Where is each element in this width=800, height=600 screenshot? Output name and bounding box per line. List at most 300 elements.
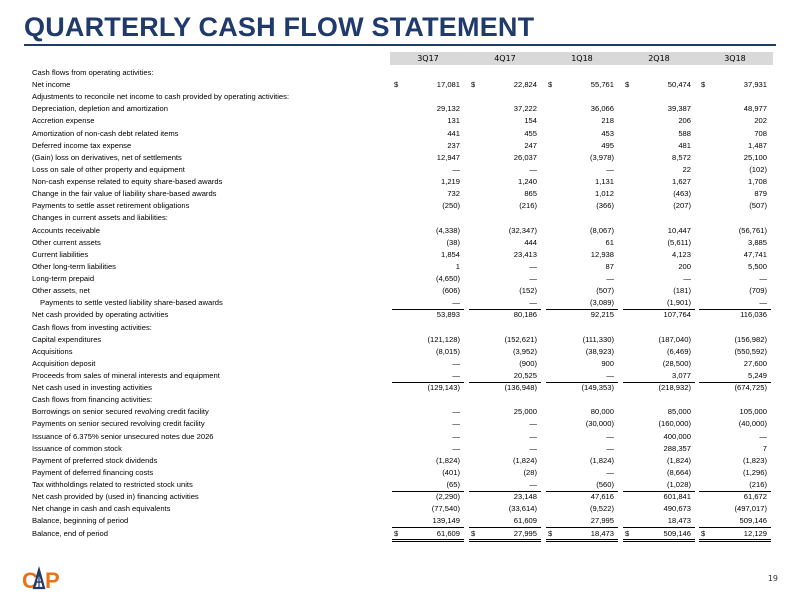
total-double-rule [469, 539, 541, 542]
row-cell [697, 273, 773, 285]
row-cell [697, 188, 773, 200]
row-cell [390, 200, 466, 212]
row-cell [544, 212, 620, 224]
cell-value: 37,222 [513, 104, 537, 114]
company-logo [20, 566, 60, 592]
row-cell [544, 370, 620, 382]
cell-value: — [606, 274, 614, 284]
table-row [32, 370, 774, 382]
row-label: Capital expenditures [32, 334, 102, 344]
table-row [32, 140, 774, 152]
row-label: Accounts receivable [32, 225, 100, 235]
table-row [32, 346, 774, 358]
row-cell [390, 297, 466, 309]
cell-value: 3,885 [747, 237, 767, 247]
row-cell [390, 528, 466, 540]
row-cell [544, 91, 620, 103]
cell-value: (463) [673, 189, 691, 199]
row-cell [467, 515, 543, 527]
column-header: 3Q17 [417, 54, 439, 63]
row-cell [544, 382, 620, 394]
cell-value: (3,952) [512, 346, 537, 356]
row-label: Acquisition deposit [32, 358, 96, 368]
cell-value: (181) [673, 286, 691, 296]
cell-value: (3,978) [589, 152, 614, 162]
table-row [32, 528, 774, 540]
cell-value: (30,000) [585, 419, 614, 429]
row-label: Issuance of common stock [32, 443, 122, 453]
row-cell [621, 491, 697, 503]
row-label: Borrowings on senior secured revolving credit facility [32, 407, 209, 417]
cell-value: 36,066 [590, 104, 614, 114]
table-row [32, 79, 774, 91]
row-label: Balance, beginning of period [32, 516, 129, 526]
cell-value: (32,347) [508, 225, 537, 235]
cell-value: 288,357 [663, 443, 691, 453]
row-cell [544, 128, 620, 140]
cell-value: (216) [519, 201, 537, 211]
cell-value: (111,330) [582, 334, 614, 344]
page-number: 19 [767, 574, 778, 583]
row-cell [467, 322, 543, 334]
row-cell [621, 443, 697, 455]
row-cell [390, 515, 466, 527]
row-cell [467, 67, 543, 79]
row-cell [544, 261, 620, 273]
row-cell [697, 249, 773, 261]
row-cell [544, 309, 620, 321]
row-label: Long-term prepaid [32, 274, 95, 284]
cell-value: 444 [524, 237, 537, 247]
row-cell [621, 79, 697, 91]
row-cell [697, 285, 773, 297]
cell-value: 39,387 [667, 104, 691, 114]
cell-value: 1,854 [440, 249, 460, 259]
row-cell [544, 273, 620, 285]
table-row [32, 212, 774, 224]
row-cell [621, 273, 697, 285]
table-row [32, 273, 774, 285]
row-cell [467, 79, 543, 91]
row-cell [621, 406, 697, 418]
cell-value: (1,901) [666, 298, 691, 308]
table-row [32, 225, 774, 237]
cell-value: 26,037 [513, 152, 537, 162]
table-row [32, 334, 774, 346]
cell-value: (366) [596, 201, 614, 211]
row-cell [467, 418, 543, 430]
cell-value: — [529, 480, 537, 490]
row-cell [467, 431, 543, 443]
row-cell [621, 418, 697, 430]
cell-value: (5,611) [667, 237, 691, 247]
cell-value: 247 [524, 140, 537, 150]
row-cell [467, 285, 543, 297]
svg-text:C: C [22, 568, 38, 592]
row-cell [390, 115, 466, 127]
cell-value: — [606, 443, 614, 453]
row-cell [467, 297, 543, 309]
row-cell [621, 334, 697, 346]
cell-value: (4,338) [435, 225, 460, 235]
cell-value: (1,028) [666, 480, 691, 490]
row-cell [390, 67, 466, 79]
cell-value: 1,708 [747, 177, 767, 187]
row-cell [621, 103, 697, 115]
cell-value: 865 [524, 189, 537, 199]
row-cell [621, 237, 697, 249]
cell-value: 27,995 [590, 516, 614, 526]
cell-value: 61,609 [513, 516, 537, 526]
cell-value: (28,500) [662, 358, 691, 368]
cell-value: 105,000 [739, 407, 767, 417]
cell-value: (56,761) [738, 225, 767, 235]
table-row [32, 237, 774, 249]
row-cell [390, 382, 466, 394]
cell-value: 139,149 [432, 516, 460, 526]
total-double-rule [392, 539, 464, 542]
row-cell [697, 467, 773, 479]
row-cell [390, 443, 466, 455]
row-cell [544, 443, 620, 455]
row-cell [621, 467, 697, 479]
total-double-rule [623, 539, 695, 542]
row-cell [621, 479, 697, 491]
row-cell [467, 152, 543, 164]
row-cell [467, 225, 543, 237]
row-cell [544, 67, 620, 79]
row-cell [621, 382, 697, 394]
cell-value: 47,616 [590, 492, 614, 502]
cell-value: (497,017) [734, 504, 767, 514]
cell-value: — [529, 164, 537, 174]
cell-value: — [606, 467, 614, 477]
cell-value: (121,128) [427, 334, 460, 344]
row-cell [467, 200, 543, 212]
cell-value: 1,219 [440, 177, 460, 187]
row-cell [390, 79, 466, 91]
currency-symbol: $ [625, 80, 630, 90]
cell-value: (2,290) [435, 492, 460, 502]
row-cell [467, 443, 543, 455]
row-cell [467, 212, 543, 224]
cell-value: — [529, 431, 537, 441]
cell-value: (1,296) [742, 467, 767, 477]
column-header-band [390, 52, 773, 65]
row-cell [621, 394, 697, 406]
cell-value: 879 [754, 189, 767, 199]
cell-value: (709) [749, 286, 767, 296]
row-cell [697, 322, 773, 334]
cell-value: — [759, 274, 767, 284]
row-cell [390, 249, 466, 261]
row-cell [544, 528, 620, 540]
row-cell [697, 115, 773, 127]
row-cell [697, 176, 773, 188]
row-cell [697, 91, 773, 103]
cell-value: (507) [596, 286, 614, 296]
row-label: Proceeds from sales of mineral interests and equipment [32, 371, 220, 380]
cell-value: 453 [601, 128, 614, 138]
row-label: Acquisitions [32, 346, 73, 356]
table-row [32, 455, 774, 467]
row-cell [467, 358, 543, 370]
cell-value: 23,148 [513, 492, 537, 502]
cell-value: 18,473 [590, 528, 614, 538]
row-cell [697, 200, 773, 212]
table-row [32, 261, 774, 273]
row-cell [621, 225, 697, 237]
row-cell [467, 176, 543, 188]
row-cell [697, 297, 773, 309]
row-cell [467, 394, 543, 406]
row-cell [697, 212, 773, 224]
row-cell [544, 334, 620, 346]
row-cell [621, 152, 697, 164]
cell-value: 116,036 [740, 310, 767, 320]
cell-value: (33,614) [508, 504, 537, 514]
row-cell [697, 152, 773, 164]
cell-value: (900) [519, 358, 537, 368]
row-cell [621, 176, 697, 188]
row-cell [621, 358, 697, 370]
row-cell [544, 515, 620, 527]
row-cell [621, 249, 697, 261]
cell-value: 202 [754, 116, 767, 126]
cell-value: 509,146 [739, 516, 767, 526]
row-label: Loss on sale of other property and equipment [32, 164, 185, 174]
currency-symbol: $ [701, 80, 706, 90]
currency-symbol: $ [548, 528, 553, 538]
row-cell [621, 515, 697, 527]
row-cell [621, 212, 697, 224]
cell-value: 200 [678, 261, 691, 271]
cell-value: 80,186 [513, 310, 537, 320]
cell-value: — [606, 431, 614, 441]
row-cell [390, 491, 466, 503]
table-row [32, 128, 774, 140]
row-cell [544, 237, 620, 249]
cell-value: 509,146 [663, 528, 691, 538]
cell-value: 5,500 [747, 261, 767, 271]
row-cell [390, 103, 466, 115]
row-label: Payments to settle vested liability share-based awards [40, 298, 223, 308]
row-cell [697, 309, 773, 321]
row-cell [390, 188, 466, 200]
row-label: Net cash provided by (used in) financing activities [32, 492, 199, 502]
row-cell [621, 309, 697, 321]
row-cell [467, 346, 543, 358]
row-label: Other current assets [32, 237, 101, 247]
cell-value: 218 [601, 116, 614, 126]
cell-value: — [452, 419, 460, 429]
row-cell [544, 225, 620, 237]
row-cell [390, 176, 466, 188]
row-cell [390, 152, 466, 164]
cell-value: — [606, 371, 614, 380]
cell-value: 1,627 [671, 177, 691, 187]
table-row [32, 418, 774, 430]
total-double-rule [546, 539, 618, 542]
row-cell [467, 503, 543, 515]
row-cell [544, 479, 620, 491]
table-row [32, 67, 774, 79]
row-cell [697, 358, 773, 370]
row-cell [467, 406, 543, 418]
row-label: Payments to settle asset retirement obligations [32, 201, 190, 211]
row-cell [544, 394, 620, 406]
row-cell [467, 115, 543, 127]
row-label: (Gain) loss on derivatives, net of settlements [32, 152, 182, 162]
cell-value: 206 [678, 116, 691, 126]
currency-symbol: $ [471, 80, 476, 90]
row-cell [467, 309, 543, 321]
cell-value: (149,353) [581, 383, 614, 393]
row-cell [390, 237, 466, 249]
cell-value: (4,650) [435, 274, 460, 284]
table-row [32, 152, 774, 164]
row-label: Cash flows from financing activities: [32, 395, 153, 405]
row-cell [544, 200, 620, 212]
row-cell [467, 382, 543, 394]
row-cell [390, 334, 466, 346]
row-cell [697, 406, 773, 418]
cell-value: 85,000 [667, 407, 691, 417]
cell-value: (1,824) [666, 455, 691, 465]
cell-value: 455 [524, 128, 537, 138]
table-row [32, 394, 774, 406]
row-cell [467, 467, 543, 479]
table-row [32, 115, 774, 127]
table-row [32, 297, 774, 309]
row-cell [467, 103, 543, 115]
row-cell [390, 503, 466, 515]
cell-value: 1,240 [517, 177, 537, 187]
cell-value: — [759, 431, 767, 441]
title-rule [24, 44, 776, 46]
row-cell [544, 418, 620, 430]
cell-value: 22 [682, 164, 691, 174]
row-cell [467, 370, 543, 382]
table-row [32, 467, 774, 479]
cell-value: 1 [455, 261, 460, 271]
cell-value: 900 [601, 358, 614, 368]
row-cell [544, 491, 620, 503]
row-cell [467, 91, 543, 103]
row-cell [467, 249, 543, 261]
cell-value: — [452, 164, 460, 174]
table-row [32, 200, 774, 212]
table-row [32, 406, 774, 418]
cell-value: 27,600 [743, 358, 767, 368]
row-cell [390, 322, 466, 334]
cell-value: 490,673 [663, 504, 691, 514]
table-row [32, 91, 774, 103]
cell-value: 61 [605, 237, 614, 247]
cell-value: — [683, 274, 691, 284]
currency-symbol: $ [701, 528, 706, 538]
table-row [32, 176, 774, 188]
cell-value: (152) [519, 286, 537, 296]
table-row [32, 164, 774, 176]
row-cell [544, 467, 620, 479]
cell-value: — [452, 407, 460, 417]
row-label: Accretion expense [32, 116, 95, 126]
row-cell [621, 346, 697, 358]
cell-value: 50,474 [667, 80, 691, 90]
row-cell [544, 431, 620, 443]
row-cell [697, 225, 773, 237]
row-cell [390, 394, 466, 406]
row-cell [697, 79, 773, 91]
row-cell [621, 285, 697, 297]
row-cell [621, 91, 697, 103]
cell-value: 154 [524, 116, 537, 126]
table-row [32, 515, 774, 527]
row-cell [697, 67, 773, 79]
row-label: Payment of deferred financing costs [32, 467, 154, 477]
cell-value: 495 [601, 140, 614, 150]
table-row [32, 322, 774, 334]
currency-symbol: $ [471, 528, 476, 538]
row-label: Current liabilities [32, 249, 89, 259]
row-cell [544, 503, 620, 515]
row-cell [544, 140, 620, 152]
row-cell [697, 418, 773, 430]
cell-value: (1,824) [589, 455, 614, 465]
cell-value: 12,129 [743, 528, 767, 538]
table-row [32, 285, 774, 297]
cell-value: (250) [442, 201, 460, 211]
row-cell [467, 140, 543, 152]
cell-value: — [452, 298, 460, 308]
total-double-rule [699, 539, 771, 542]
cell-value: 61,609 [436, 528, 460, 538]
cell-value: (8,067) [589, 225, 614, 235]
cell-value: (550,592) [734, 346, 767, 356]
row-cell [621, 431, 697, 443]
row-cell [697, 528, 773, 540]
row-cell [621, 503, 697, 515]
row-cell [467, 528, 543, 540]
row-cell [467, 237, 543, 249]
row-label: Deferred income tax expense [32, 140, 132, 150]
row-label: Cash flows from operating activities: [32, 68, 154, 77]
row-label: Other assets, net [32, 286, 90, 296]
table-row [32, 503, 774, 515]
cell-value: 17,081 [436, 80, 460, 90]
cell-value: 20,525 [513, 371, 537, 380]
cell-value: 481 [678, 140, 691, 150]
row-cell [390, 128, 466, 140]
row-cell [390, 370, 466, 382]
row-label: Tax withholdings related to restricted stock units [32, 480, 193, 490]
cell-value: (1,824) [435, 455, 460, 465]
row-cell [621, 164, 697, 176]
cell-value: 12,947 [436, 152, 460, 162]
row-cell [697, 382, 773, 394]
row-cell [390, 212, 466, 224]
table-row [32, 479, 774, 491]
row-cell [621, 128, 697, 140]
cell-value: 732 [447, 189, 460, 199]
cell-value: (28) [523, 467, 537, 477]
cell-value: 1,131 [594, 177, 614, 187]
currency-symbol: $ [625, 528, 630, 538]
cell-value: 87 [605, 261, 614, 271]
cell-value: (8,015) [435, 346, 460, 356]
row-label: Other long-term liabilities [32, 261, 116, 271]
